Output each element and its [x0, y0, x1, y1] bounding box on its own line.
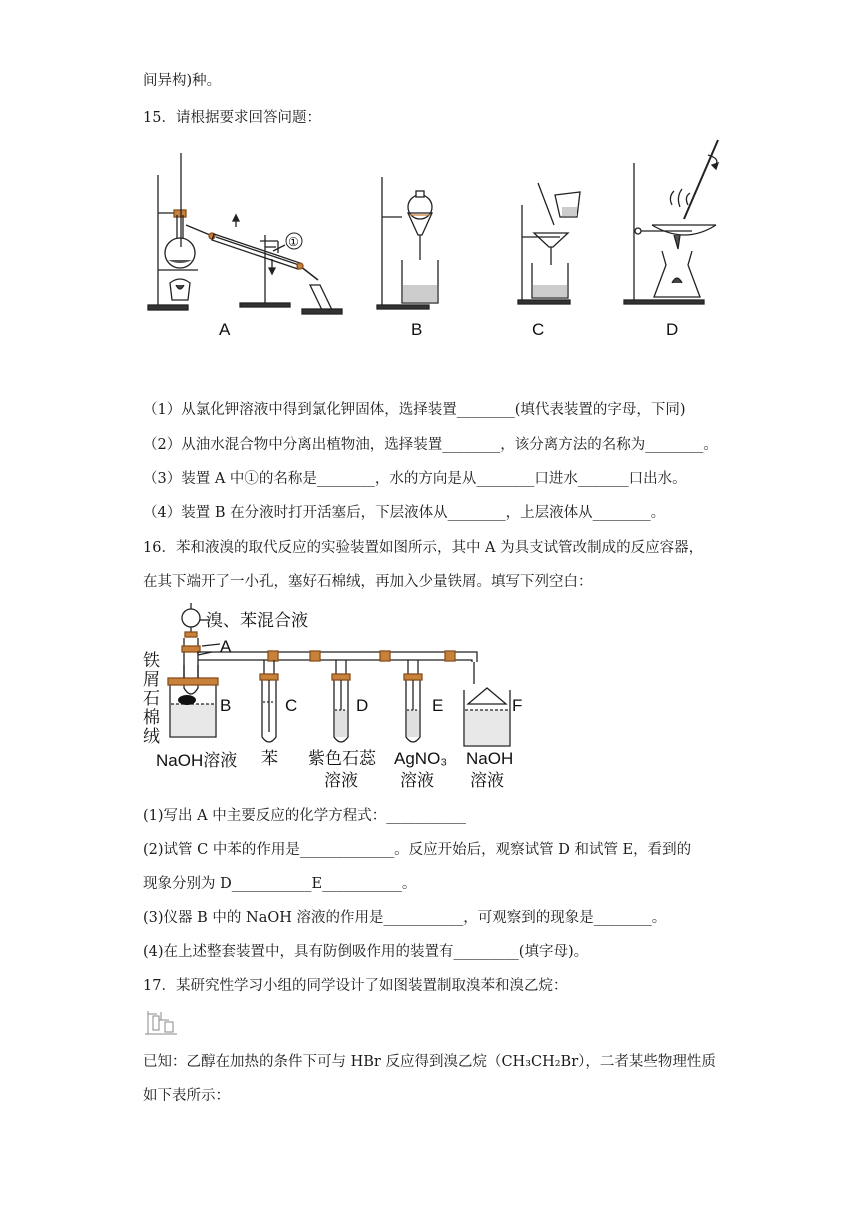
label-d: D	[666, 320, 679, 339]
label-a: A	[220, 637, 232, 656]
q17-known-2: 如下表所示：	[143, 1088, 230, 1104]
naoh-f-label-1: NaOH	[466, 749, 514, 768]
litmus-label-1: 紫色石蕊	[308, 749, 376, 768]
q16-sub-1: (1)写出 A 中主要反应的化学方程式：___________	[143, 808, 466, 824]
left-label-3: 石	[143, 689, 160, 708]
apparatus-b-separatory-funnel	[377, 177, 438, 309]
question-16-stem-2: 在其下端开了一小孔，塞好石棉绒，再加入少量铁屑。填写下列空白：	[143, 574, 593, 590]
apparatus-a-distillation	[148, 153, 342, 314]
apparatus-c-filtration	[518, 183, 580, 304]
label-c: C	[285, 696, 298, 715]
litmus-label-2: 溶液	[324, 771, 358, 790]
left-label-1: 铁	[143, 651, 160, 670]
label-f: F	[512, 696, 523, 715]
label-b: B	[220, 696, 232, 715]
q16-apparatus-figure	[140, 600, 540, 792]
label-b: B	[411, 320, 423, 339]
question-16-stem-1: 16．苯和液溴的取代反应的实验装置如图所示，其中 A 为具支试管改制成的反应容器，	[143, 540, 704, 556]
apparatus-d-evaporation	[624, 140, 718, 304]
left-label-4: 棉	[143, 708, 160, 727]
q17-thumbnail-figure	[143, 1008, 179, 1036]
naoh-b-label: NaOH溶液	[156, 751, 238, 770]
label-d: D	[356, 696, 369, 715]
q15-sub-1: （1）从氯化钾溶液中得到氯化钾固体，选择装置________(填代表装置的字母，下同)	[143, 402, 686, 418]
left-label-5: 绒	[143, 727, 160, 746]
q15-apparatus-figure	[140, 135, 740, 350]
q15-sub-3: （3）装置 A 中①的名称是________，水的方向是从________口进水_______口出水。	[143, 471, 687, 487]
benzene-label: 苯	[261, 749, 278, 768]
q16-sub-2: (2)试管 C 中苯的作用是_____________。反应开始后，观察试管 D 和试管 E，看到的	[143, 842, 692, 858]
q15-sub-2: （2）从油水混合物中分离出植物油，选择装置________，该分离方法的名称为________。	[143, 437, 718, 453]
condenser-marker: ①	[288, 235, 299, 249]
q17-known-1: 已知：乙醇在加热的条件下可与 HBr 反应得到溴乙烷（CH₃CH₂Br），二者某些物理性质	[143, 1054, 716, 1070]
label-c: C	[532, 320, 545, 339]
label-e: E	[432, 696, 444, 715]
left-label-2: 屑	[143, 670, 160, 689]
funnel-label: 溴、苯混合液	[206, 611, 308, 630]
q16-sub-4: (4)在上述整套装置中，具有防倒吸作用的装置有_________(填字母)。	[143, 944, 589, 960]
agno3-label-2: 溶液	[400, 771, 434, 790]
q16-sub-2b: 现象分别为 D___________E___________。	[143, 876, 417, 892]
question-15-stem: 15．请根据要求回答问题：	[143, 110, 321, 126]
agno3-label-1: AgNO₃	[394, 749, 448, 768]
label-a: A	[219, 320, 231, 339]
q15-sub-4: （4）装置 B 在分液时打开活塞后，下层液体从________，上层液体从________。	[143, 505, 666, 521]
naoh-f-label-2: 溶液	[470, 771, 504, 790]
q16-sub-3: (3)仪器 B 中的 NaOH 溶液的作用是___________，可观察到的现象是________。	[143, 910, 667, 926]
text-line-top: 间异构)种。	[143, 73, 222, 89]
question-17-stem: 17．某研究性学习小组的同学设计了如图装置制取溴苯和溴乙烷：	[143, 978, 568, 994]
